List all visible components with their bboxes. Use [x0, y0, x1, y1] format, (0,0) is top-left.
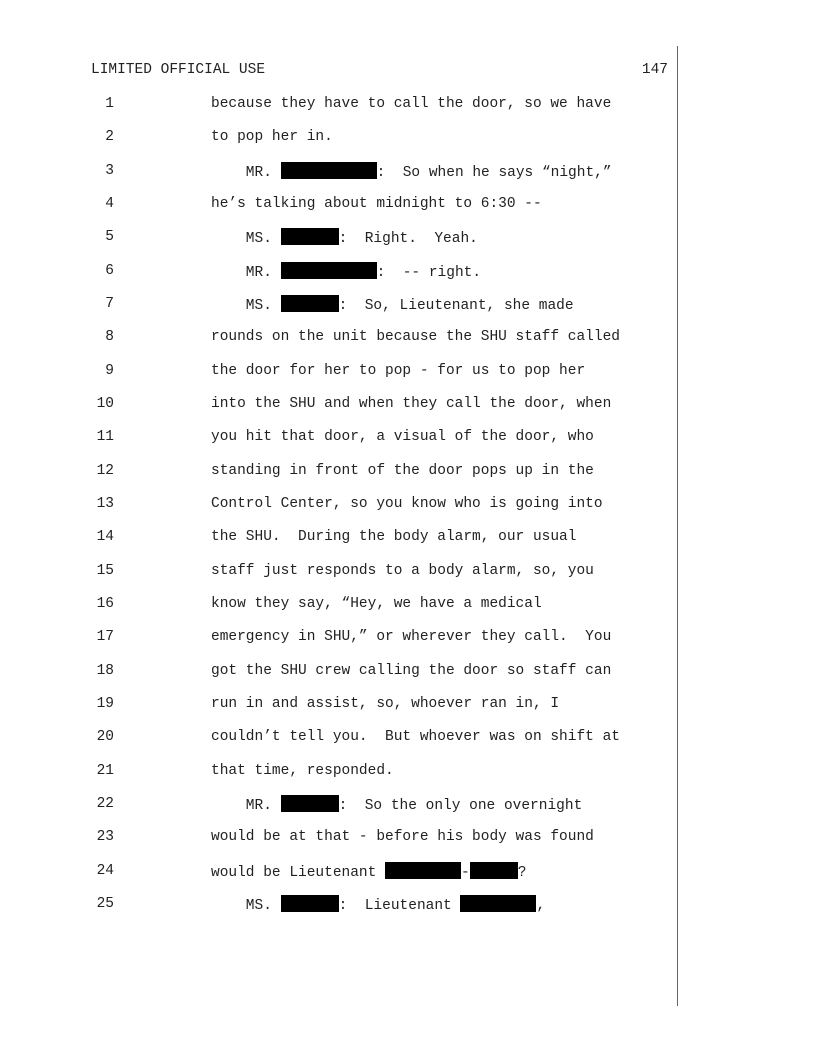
transcript-line [0, 262, 816, 295]
line-text: know they say, “Hey, we have a medical [211, 596, 542, 612]
transcript-line [0, 462, 816, 495]
transcript-line [0, 128, 816, 161]
line-number: 17 [96, 629, 114, 645]
redaction-box [385, 862, 461, 879]
line-text: emergency in SHU,” or wherever they call. You [211, 629, 612, 645]
line-number: 10 [96, 396, 114, 412]
transcript-line [0, 328, 816, 361]
header-classification: LIMITED OFFICIAL USE [91, 62, 266, 78]
line-number: 24 [96, 863, 114, 879]
line-number: 2 [105, 129, 114, 145]
line-text: because they have to call the door, so we have [211, 96, 612, 112]
line-number: 21 [96, 763, 114, 779]
transcript-line [0, 528, 816, 561]
transcript-line [0, 162, 816, 195]
line-text: to pop her in. [211, 129, 333, 145]
page-number: 147 [641, 62, 668, 78]
line-number: 22 [96, 796, 114, 812]
line-number: 6 [105, 263, 114, 279]
line-number: 12 [96, 463, 114, 479]
line-text: would be at that - before his body was found [211, 829, 594, 845]
line-text: MR. : So the only one overnight [211, 795, 582, 815]
redaction-box [281, 228, 339, 245]
line-number: 18 [96, 663, 114, 679]
line-text: into the SHU and when they call the door, when [211, 396, 612, 412]
line-text: standing in front of the door pops up in the [211, 463, 594, 479]
line-text: the SHU. During the body alarm, our usual [211, 529, 577, 545]
redaction-box [281, 262, 377, 279]
line-text: got the SHU crew calling the door so staff can [211, 663, 612, 679]
transcript-line [0, 628, 816, 661]
transcript-line [0, 228, 816, 261]
redaction-box [281, 162, 377, 179]
line-number: 15 [96, 563, 114, 579]
transcript-line [0, 862, 816, 895]
line-text: couldn’t tell you. But whoever was on shift at [211, 729, 620, 745]
redaction-box [281, 295, 339, 312]
line-text: MR. : -- right. [211, 262, 481, 282]
line-text: MR. : So when he says “night,” [211, 162, 612, 182]
line-number: 19 [96, 696, 114, 712]
line-number: 5 [105, 229, 114, 245]
line-number: 13 [96, 496, 114, 512]
line-number: 14 [96, 529, 114, 545]
transcript-line [0, 728, 816, 761]
line-number: 23 [96, 829, 114, 845]
line-number: 25 [96, 896, 114, 912]
transcript-line [0, 195, 816, 228]
line-number: 20 [96, 729, 114, 745]
transcript-line [0, 695, 816, 728]
transcript-line [0, 828, 816, 861]
line-number: 11 [96, 429, 114, 445]
transcript-line [0, 562, 816, 595]
line-text: MS. : Right. Yeah. [211, 228, 478, 248]
line-text: rounds on the unit because the SHU staff called [211, 329, 620, 345]
transcript-line [0, 595, 816, 628]
transcript-line [0, 395, 816, 428]
redaction-box [470, 862, 518, 879]
line-number: 7 [105, 296, 114, 312]
line-text: you hit that door, a visual of the door, who [211, 429, 594, 445]
transcript-line [0, 895, 816, 928]
line-number: 16 [96, 596, 114, 612]
line-text: staff just responds to a body alarm, so, you [211, 563, 594, 579]
line-text: MS. : So, Lieutenant, she made [211, 295, 574, 315]
line-number: 9 [105, 363, 114, 379]
transcript-line [0, 295, 816, 328]
line-text: that time, responded. [211, 763, 394, 779]
redaction-box [281, 895, 339, 912]
transcript-line [0, 428, 816, 461]
transcript-line [0, 95, 816, 128]
line-number: 3 [105, 163, 114, 179]
transcript-line [0, 362, 816, 395]
transcript-line [0, 662, 816, 695]
redaction-box [460, 895, 536, 912]
line-number: 8 [105, 329, 114, 345]
line-text: would be Lieutenant - ? [211, 862, 526, 882]
redaction-box [281, 795, 339, 812]
line-text: Control Center, so you know who is going into [211, 496, 603, 512]
transcript-line [0, 795, 816, 828]
line-text: run in and assist, so, whoever ran in, I [211, 696, 560, 712]
line-text: MS. : Lieutenant , [211, 895, 545, 915]
transcript-line [0, 495, 816, 528]
transcript-line [0, 762, 816, 795]
line-text: the door for her to pop - for us to pop her [211, 363, 586, 379]
line-number: 4 [105, 196, 114, 212]
line-number: 1 [105, 96, 114, 112]
line-text: he’s talking about midnight to 6:30 -- [211, 196, 542, 212]
